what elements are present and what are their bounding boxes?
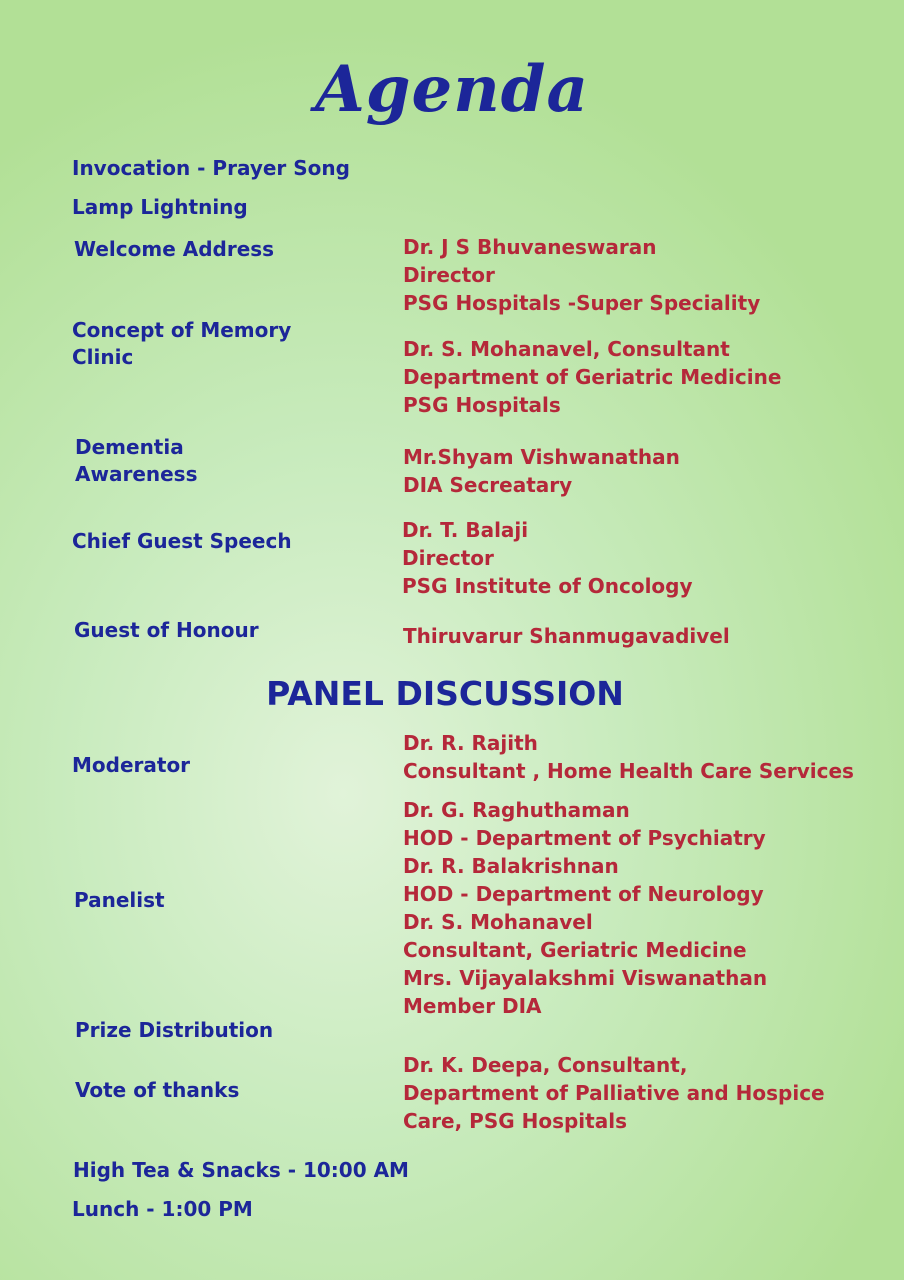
- concept-label: [72, 317, 291, 371]
- panelist-label: Panelist: [74, 888, 165, 912]
- chief-guest-speaker: [402, 516, 693, 600]
- lunch-label: Lunch - 1:00 PM: [72, 1197, 253, 1221]
- moderator-line: Dr. R. Rajith: [403, 731, 538, 755]
- page-title: Agenda: [315, 52, 589, 127]
- panelist-line: Consultant, Geriatric Medicine: [403, 938, 747, 962]
- tea-label: High Tea & Snacks - 10:00 AM: [73, 1158, 409, 1182]
- moderator-speaker: [403, 729, 854, 785]
- chief-guest-label: Chief Guest Speech: [72, 529, 292, 553]
- dementia-line: Mr.Shyam Vishwanathan: [403, 445, 680, 469]
- vote-speaker: [403, 1051, 825, 1135]
- welcome-speaker: [403, 233, 760, 317]
- panelist-line: HOD - Department of Neurology: [403, 882, 764, 906]
- guest-of-honour-line: Thiruvarur Shanmugavadivel: [403, 624, 730, 648]
- moderator-line: Consultant , Home Health Care Services: [403, 759, 854, 783]
- concept-line: Department of Geriatric Medicine: [403, 365, 782, 389]
- concept-speaker: [403, 335, 781, 419]
- vote-label: Vote of thanks: [75, 1078, 240, 1102]
- dementia-label-line: Awareness: [75, 462, 198, 486]
- invocation-label: Invocation - Prayer Song: [72, 156, 350, 180]
- dementia-label: [75, 434, 198, 488]
- dementia-speaker: [403, 443, 680, 499]
- chief-guest-line: Dr. T. Balaji: [402, 518, 529, 542]
- welcome-line: Director: [403, 263, 495, 287]
- vote-line: Dr. K. Deepa, Consultant,: [403, 1053, 688, 1077]
- prize-label: Prize Distribution: [75, 1018, 274, 1042]
- concept-label-line: Concept of Memory: [72, 318, 292, 342]
- panelist-line: Mrs. Vijayalakshmi Viswanathan: [403, 966, 768, 990]
- chief-guest-line: PSG Institute of Oncology: [402, 574, 693, 598]
- dementia-label-line: Dementia: [75, 435, 184, 459]
- welcome-line: PSG Hospitals -Super Speciality: [403, 291, 761, 315]
- concept-label-line: Clinic: [72, 345, 134, 369]
- vote-line: Department of Palliative and Hospice: [403, 1081, 825, 1105]
- panelist-line: Dr. G. Raghuthaman: [403, 798, 630, 822]
- moderator-label: Moderator: [72, 753, 191, 777]
- panelist-line: HOD - Department of Psychiatry: [403, 826, 766, 850]
- vote-line: Care, PSG Hospitals: [403, 1109, 627, 1133]
- welcome-label: Welcome Address: [74, 237, 275, 261]
- concept-line: Dr. S. Mohanavel, Consultant: [403, 337, 730, 361]
- guest-of-honour-label: Guest of Honour: [74, 618, 259, 642]
- panelist-line: Member DIA: [403, 994, 542, 1018]
- panelist-line: Dr. S. Mohanavel: [403, 910, 593, 934]
- panel-heading: PANEL DISCUSSION: [266, 674, 624, 713]
- lamp-label: Lamp Lightning: [72, 195, 248, 219]
- guest-of-honour-speaker: [403, 622, 730, 650]
- concept-line: PSG Hospitals: [403, 393, 561, 417]
- welcome-line: Dr. J S Bhuvaneswaran: [403, 235, 657, 259]
- panelist-list: [403, 796, 767, 1020]
- dementia-line: DIA Secreatary: [403, 473, 573, 497]
- chief-guest-line: Director: [402, 546, 494, 570]
- panelist-line: Dr. R. Balakrishnan: [403, 854, 619, 878]
